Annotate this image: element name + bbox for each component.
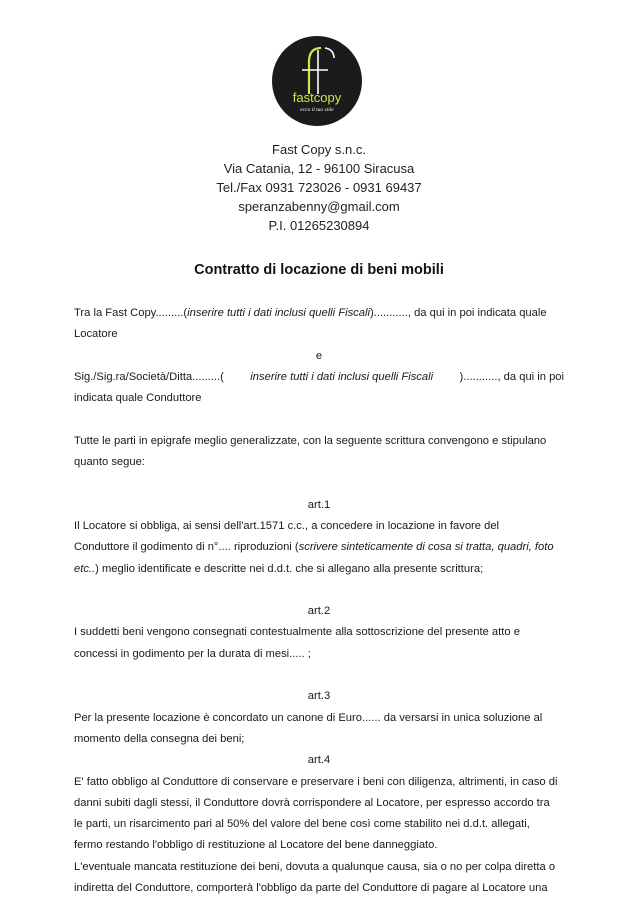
company-header — [0, 140, 638, 235]
premise-line: quanto segue: — [74, 456, 145, 469]
article-text: momento della consegna dei beni; — [74, 732, 245, 745]
article-text: Conduttore il godimento di n°.... riproduzioni (scrivere sinteticamente di cosa si tratta, quadri, foto — [74, 541, 554, 554]
article-heading: art.2 — [307, 605, 331, 618]
article-heading: art.3 — [307, 690, 331, 703]
svg-text:fastcopy: fastcopy — [292, 90, 342, 105]
article-text: concessi in godimento per la durata di mesi..... ; — [74, 647, 311, 660]
article-text: indiretta del Conduttore, comporterà l'obbligo da parte del Conduttore di pagare al Locatore una — [74, 882, 548, 895]
fastcopy-logo — [272, 36, 362, 126]
document-title: Contratto di locazione di beni mobili — [194, 262, 444, 278]
company-email: speranzabenny@gmail.com — [238, 199, 400, 214]
conjunction: e — [315, 349, 323, 362]
article-heading: art.1 — [307, 498, 331, 511]
company-vat: P.I. 01265230894 — [268, 218, 370, 233]
article-text: Per la presente locazione è concordato un canone di Euro...... da versarsi in unica soluzione al — [74, 711, 543, 724]
party-conduttore-role: indicata quale Conduttore — [74, 392, 202, 405]
premise-line: Tutte le parti in epigrafe meglio generalizzate, con la seguente scrittura convengono e stipulano — [74, 434, 547, 447]
contract-body — [74, 303, 564, 899]
article-text: etc..) meglio identificate e descritte nei d.d.t. che si allegano alla presente scrittura; — [74, 562, 484, 575]
article-text: Il Locatore si obbliga, ai sensi dell'art.1571 c.c., a concedere in locazione in favore del — [74, 519, 500, 532]
article-text: I suddetti beni vengono consegnati contestualmente alla sottoscrizione del presente atto e — [74, 626, 520, 639]
article-text: E' fatto obbligo al Conduttore di conservare e preservare i beni con diligenza, altrimenti, in caso di — [74, 775, 558, 788]
article-text: L'eventuale mancata restituzione dei beni, dovuta a qualunque causa, sia o no per colpa diretta o — [74, 860, 556, 873]
company-name: Fast Copy s.n.c. — [272, 142, 366, 157]
party-locatore-line: Tra la Fast Copy.........(inserire tutti i dati inclusi quelli Fiscali)..........., da qui in poi indicata quale — [74, 307, 547, 319]
article-text: danni subiti dagli stessi, il Conduttore dovrà corrispondere al Locatore, per espresso accordo tra — [74, 796, 550, 809]
company-phone: Tel./Fax 0931 723026 - 0931 69437 — [216, 180, 422, 195]
party-conduttore-line: Sig./Sig.ra/Società/Ditta.........( inserire tutti i dati inclusi quelli Fiscali )..........., da qui in poi — [74, 370, 564, 383]
party-locatore-role: Locatore — [74, 328, 118, 341]
company-address: Via Catania, 12 - 96100 Siracusa — [223, 161, 415, 176]
article-heading: art.4 — [307, 754, 331, 767]
article-text: le parti, un risarcimento pari al 50% del valore del bene così come stabilito nei d.d.t. allegati, — [74, 818, 530, 831]
article-text: fermo restando l'obbligo di restituzione al Locatore del bene danneggiato. — [74, 839, 438, 852]
svg-text:ecco il tuo stile: ecco il tuo stile — [300, 107, 334, 113]
